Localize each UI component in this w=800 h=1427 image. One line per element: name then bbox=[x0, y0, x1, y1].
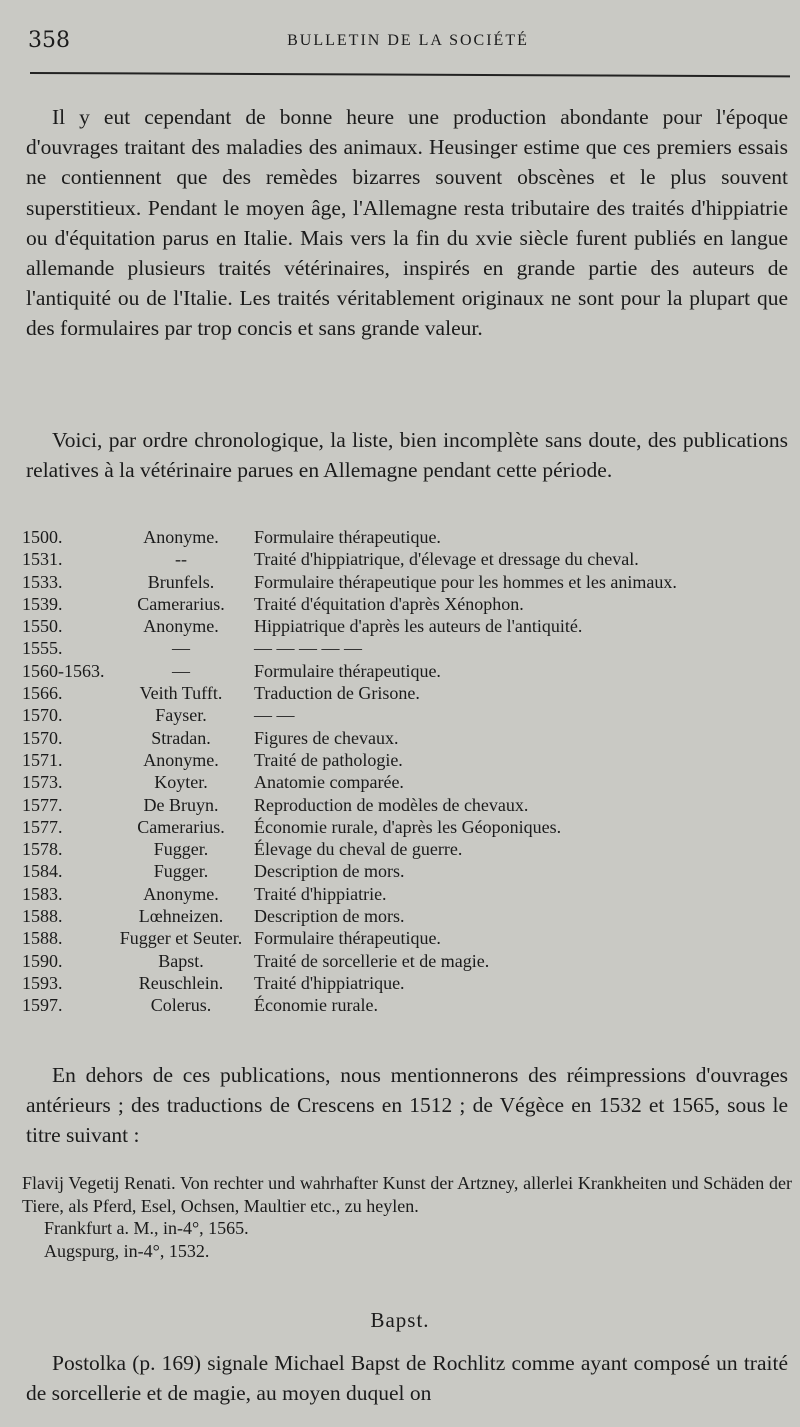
publication-row bbox=[22, 906, 792, 928]
publication-year: 1588. bbox=[22, 928, 63, 949]
paragraph-intro bbox=[26, 102, 788, 344]
publication-row bbox=[22, 951, 792, 973]
publication-title: Formulaire thérapeutique. bbox=[254, 928, 441, 949]
publication-author: -- bbox=[175, 549, 187, 570]
publication-title: Traité d'hippiatrique, d'élevage et dressage du cheval. bbox=[254, 549, 639, 570]
publication-title: Économie rurale, d'après les Géoponiques. bbox=[254, 816, 562, 837]
publication-author: Lœhneizen. bbox=[138, 906, 224, 927]
publication-row bbox=[22, 661, 792, 683]
publication-row bbox=[22, 973, 792, 995]
publication-title: Traité d'hippiatrique. bbox=[254, 972, 405, 993]
publication-year: 1590. bbox=[22, 950, 63, 971]
publication-author: Koyter. bbox=[154, 772, 208, 793]
section-heading: Bapst. bbox=[370, 1308, 430, 1332]
publication-author: Anonyme. bbox=[143, 883, 219, 904]
quoted-title: Flavij Vegetij Renati. Von rechter und wahrhafter Kunst der Artzney, allerlei Krankheiten und Schäden der Tiere, als Pferd, Esel, Ochsen, Maultier etc., zu heylen. bbox=[22, 1173, 792, 1216]
publication-row bbox=[22, 750, 792, 772]
publication-title: Traduction de Grisone. bbox=[254, 683, 420, 704]
publication-author: Anonyme. bbox=[143, 527, 219, 547]
publication-title: Hippiatrique d'après les auteurs de l'antiquité. bbox=[254, 616, 583, 637]
edition-augspurg: Augspurg, in-4°, 1532. bbox=[44, 1240, 210, 1261]
publication-year: 1578. bbox=[22, 839, 63, 860]
publication-author: — bbox=[172, 660, 190, 681]
publication-title: Traité d'hippiatrie. bbox=[254, 883, 387, 904]
publication-title: — — bbox=[254, 705, 295, 726]
publication-year: 1500. bbox=[22, 527, 63, 547]
publication-author: Reuschlein. bbox=[138, 972, 224, 993]
publication-year: 1560-1563. bbox=[22, 660, 105, 681]
paragraph-text: Postolka (p. 169) signale Michael Bapst de Rochlitz comme ayant composé un traité de sorcellerie et de magie, au moyen duquel on bbox=[26, 1351, 788, 1406]
publication-year: 1531. bbox=[22, 549, 63, 570]
publication-row bbox=[22, 884, 792, 906]
publication-row bbox=[22, 705, 792, 727]
paragraph-list-intro bbox=[26, 425, 788, 485]
publication-row bbox=[22, 638, 792, 660]
publication-row bbox=[22, 928, 792, 950]
publication-author: Anonyme. bbox=[143, 749, 219, 770]
publication-author: De Bruyn. bbox=[143, 794, 219, 815]
publication-author: Fayser. bbox=[155, 705, 207, 726]
publication-row bbox=[22, 861, 792, 883]
publication-row bbox=[22, 995, 792, 1017]
publication-year: 1533. bbox=[22, 571, 63, 592]
publication-row bbox=[22, 839, 792, 861]
publication-author: Stradan. bbox=[151, 727, 211, 748]
publication-title: Élevage du cheval de guerre. bbox=[254, 839, 463, 860]
publication-year: 1570. bbox=[22, 705, 63, 726]
quoted-title-block bbox=[22, 1172, 792, 1262]
publication-row bbox=[22, 549, 792, 571]
publication-row bbox=[22, 616, 792, 638]
publication-title: — — — — — bbox=[254, 638, 362, 659]
publication-year: 1555. bbox=[22, 638, 63, 659]
publication-year: 1584. bbox=[22, 861, 63, 882]
publication-author: Camerarius. bbox=[137, 816, 225, 837]
paragraph-bapst bbox=[26, 1348, 788, 1408]
publication-title: Figures de chevaux. bbox=[254, 727, 399, 748]
publication-title: Description de mors. bbox=[254, 861, 405, 882]
publication-row bbox=[22, 728, 792, 750]
publication-row bbox=[22, 572, 792, 594]
publication-author: Anonyme. bbox=[143, 616, 219, 637]
publication-row bbox=[22, 683, 792, 705]
page-number: 358 bbox=[28, 28, 70, 53]
publication-year: 1583. bbox=[22, 883, 63, 904]
page-header bbox=[28, 28, 788, 58]
publication-row bbox=[22, 594, 792, 616]
publication-title: Formulaire thérapeutique pour les hommes et les animaux. bbox=[254, 571, 677, 592]
paragraph-text: Voici, par ordre chronologique, la liste, bien incomplète sans doute, des publications relatives à la vétérinaire parues en Allemagne pendant cette période. bbox=[26, 428, 788, 483]
publication-year: 1588. bbox=[22, 906, 63, 927]
publication-author: Colerus. bbox=[150, 995, 212, 1016]
publication-author: Brunfels. bbox=[147, 571, 215, 592]
publication-title: Reproduction de modèles de chevaux. bbox=[254, 794, 529, 815]
publication-title: Description de mors. bbox=[254, 906, 405, 927]
header-rule bbox=[30, 72, 790, 77]
publication-title: Formulaire thérapeutique. bbox=[254, 527, 441, 547]
publication-year: 1597. bbox=[22, 995, 63, 1016]
publication-year: 1570. bbox=[22, 727, 63, 748]
publication-row bbox=[22, 817, 792, 839]
publication-year: 1539. bbox=[22, 593, 63, 614]
publication-year: 1577. bbox=[22, 816, 63, 837]
publication-year: 1573. bbox=[22, 772, 63, 793]
publication-row bbox=[22, 795, 792, 817]
publication-title: Traité de pathologie. bbox=[254, 749, 403, 770]
publication-year: 1550. bbox=[22, 616, 63, 637]
publication-title: Formulaire thérapeutique. bbox=[254, 660, 441, 681]
publication-author: Bapst. bbox=[158, 950, 204, 971]
publication-title: Anatomie comparée. bbox=[254, 772, 404, 793]
running-title: BULLETIN DE LA SOCIÉTÉ bbox=[287, 32, 529, 49]
publication-title: Économie rurale. bbox=[254, 995, 378, 1016]
publication-list bbox=[22, 527, 792, 1018]
publication-author: Fugger et Seuter. bbox=[119, 928, 243, 949]
publication-row bbox=[22, 772, 792, 794]
edition-frankfurt: Frankfurt a. M., in-4°, 1565. bbox=[44, 1218, 249, 1238]
publication-author: — bbox=[172, 638, 190, 659]
publication-author: Veith Tufft. bbox=[139, 683, 223, 704]
publication-author: Fugger. bbox=[153, 839, 209, 860]
paragraph-text: Il y eut cependant de bonne heure une production abondante pour l'époque d'ouvrages traitant des maladies des animaux. Heusinger estime que ces premiers essais ne contiennent que des remèdes bizarres souvent obscènes et le plus souvent superstitieux. Pendant le moyen âge, l'Allemagne resta tributaire des traités d'hippiatrie ou d'équitation parus en Italie. Mais vers la fin du xvie siècle furent publiés en langue allemande plusieurs traités vétérinaires, inspirés en grande partie des auteurs de l'antiquité ou de l'Italie. Les traités véritablement originaux ne sont pour la plupart que des formulaires par trop concis et sans grande valeur. bbox=[26, 105, 788, 341]
publication-year: 1593. bbox=[22, 972, 63, 993]
publication-author: Fugger. bbox=[153, 861, 209, 882]
publication-author: Camerarius. bbox=[137, 593, 225, 614]
publication-year: 1571. bbox=[22, 749, 63, 770]
paragraph-text: En dehors de ces publications, nous mentionnerons des réimpressions d'ouvrages antérieurs ; des traductions de Crescens en 1512 ; de Végèce en 1532 et 1565, sous le titre suivant : bbox=[26, 1063, 788, 1148]
paragraph-reprints bbox=[26, 1060, 788, 1151]
publication-year: 1577. bbox=[22, 794, 63, 815]
publication-title: Traité de sorcellerie et de magie. bbox=[254, 950, 490, 971]
publication-row bbox=[22, 527, 792, 549]
publication-title: Traité d'équitation d'après Xénophon. bbox=[254, 593, 524, 614]
publication-year: 1566. bbox=[22, 683, 63, 704]
